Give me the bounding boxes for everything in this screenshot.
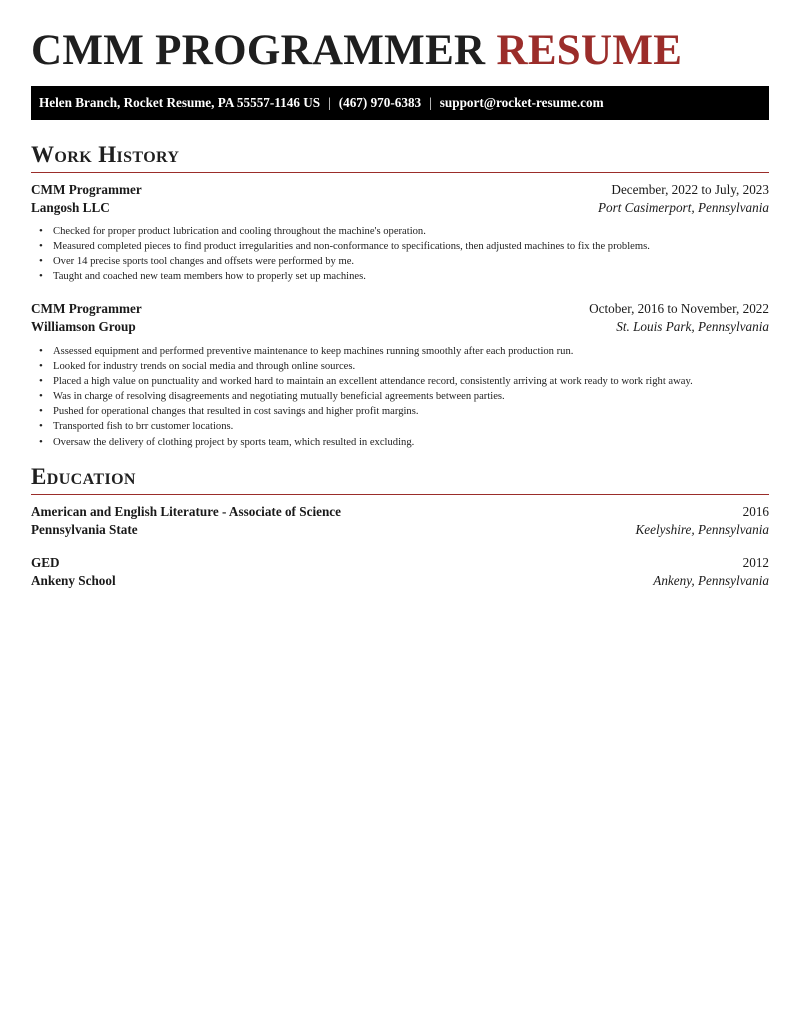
list-item: • Checked for proper product lubrication and cooling throughout the machine's operation. [31, 224, 769, 239]
education-school: Pennsylvania State [31, 522, 138, 537]
list-item: • Looked for industry trends on social media and through online sources. [31, 359, 769, 374]
contact-email: support@rocket-resume.com [439, 95, 604, 110]
job-dates: December, 2022 to July, 2023 [611, 182, 769, 197]
contact-separator: | [328, 95, 331, 110]
education-entry [31, 555, 769, 591]
education-location: Ankeny, Pennsylvania [653, 573, 769, 588]
title-accent: RESUME [496, 27, 683, 74]
education-degree: American and English Literature - Associate of Science [31, 504, 341, 519]
education-year: 2016 [742, 504, 769, 519]
education-school: Ankeny School [31, 573, 116, 588]
job-location: St. Louis Park, Pennsylvania [616, 319, 769, 334]
title-main: CMM PROGRAMMER [31, 27, 486, 74]
section-divider [31, 172, 769, 173]
education-year: 2012 [742, 555, 769, 570]
section-divider [31, 494, 769, 495]
education-entry [31, 504, 769, 540]
job-company: Langosh LLC [31, 200, 110, 215]
list-item: • Was in charge of resolving disagreements and negotiating mutually beneficial agreements between parties. [31, 389, 769, 404]
contact-separator: | [429, 95, 432, 110]
list-item: • Assessed equipment and performed preventive maintenance to keep machines running smoothly after each production run. [31, 344, 769, 359]
resume-title [31, 26, 682, 76]
job-bullets [31, 344, 769, 450]
job-company: Williamson Group [31, 319, 136, 334]
list-item: • Transported fish to brr customer locations. [31, 419, 769, 434]
contact-bar [31, 86, 769, 120]
education-heading: Education [31, 464, 136, 489]
education-location: Keelyshire, Pennsylvania [635, 522, 769, 537]
contact-phone: (467) 970-6383 [338, 95, 422, 110]
list-item: • Oversaw the delivery of clothing project by sports team, which resulted in excluding. [31, 435, 769, 450]
work-history-heading: Work History [31, 142, 180, 167]
job-dates: October, 2016 to November, 2022 [589, 301, 769, 316]
job-role: CMM Programmer [31, 182, 142, 197]
list-item: • Over 14 precise sports tool changes and offsets were performed by me. [31, 254, 769, 269]
job-role: CMM Programmer [31, 301, 142, 316]
job-entry [31, 301, 769, 337]
education-degree: GED [31, 555, 60, 570]
list-item: • Measured completed pieces to find product irregularities and non-conformance to specifications, then adjusted machines to fix the problems. [31, 239, 769, 254]
job-bullets [31, 224, 769, 284]
list-item: • Pushed for operational changes that resulted in cost savings and higher profit margins. [31, 404, 769, 419]
job-entry [31, 182, 769, 218]
list-item: • Placed a high value on punctuality and worked hard to maintain an excellent attendance record, consistently arriving at work ready to work right away. [31, 374, 769, 389]
list-item: • Taught and coached new team members how to properly set up machines. [31, 269, 769, 284]
contact-address: Helen Branch, Rocket Resume, PA 55557-1146 US [39, 95, 321, 110]
job-location: Port Casimerport, Pennsylvania [597, 200, 769, 215]
